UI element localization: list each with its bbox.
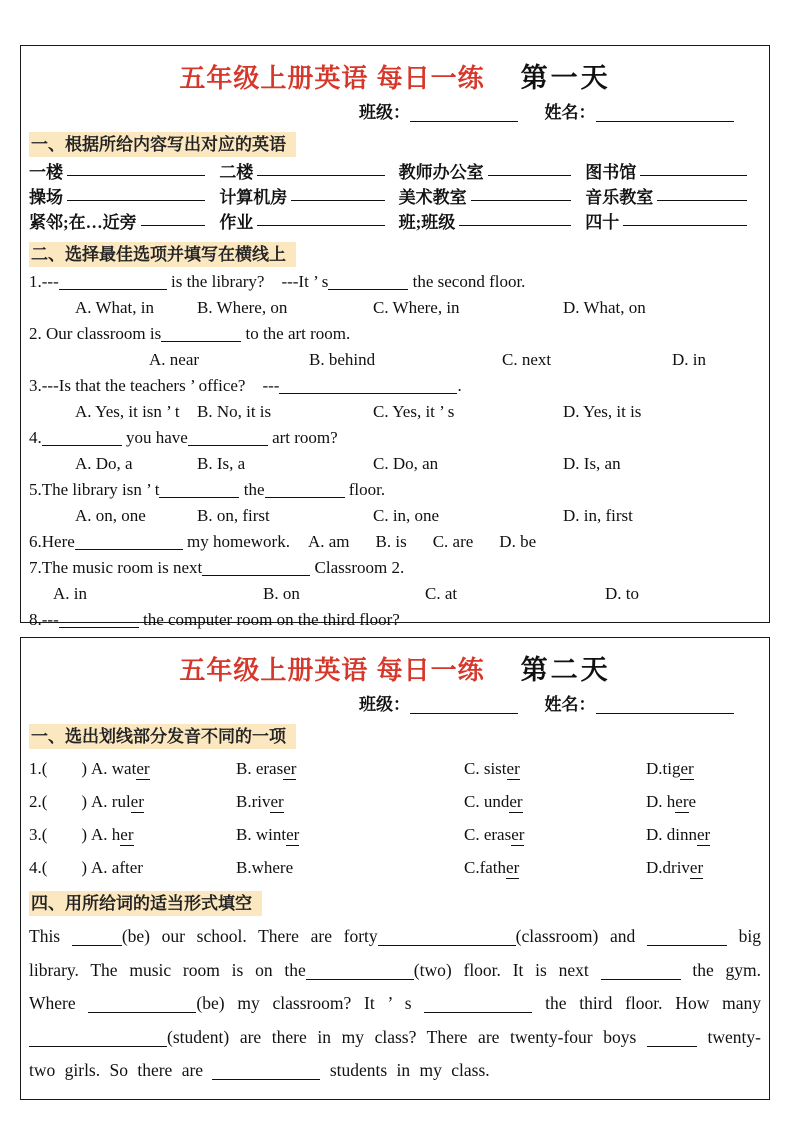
underlined-letters: er (511, 825, 525, 844)
underlined-letters: er (697, 825, 711, 844)
vocab-item (29, 185, 219, 210)
question-number: 4.( ) (29, 858, 88, 877)
underlined-letters: er (509, 792, 523, 811)
option-text: B. wint (236, 825, 287, 844)
fill-blank (88, 997, 196, 1013)
day1-section1-header: 一、根据所给内容写出对应的英语 (29, 132, 296, 157)
option-label: D. to (605, 584, 639, 603)
fill-blank (59, 613, 139, 628)
fill-blank (647, 1031, 697, 1047)
option-text: A. wat (91, 759, 137, 778)
underlined-letters: er (506, 759, 520, 778)
day2-section4-header: 四、用所给词的适当形式填空 (29, 891, 262, 916)
question-7-stem (29, 555, 761, 581)
text-segment: the second floor. (408, 272, 526, 291)
text-segment: (be) my classroom? It ’ s (196, 993, 425, 1013)
underlined-letters: er (120, 825, 134, 844)
text-segment: 3.---Is that the teachers ’ office? --- (29, 376, 280, 395)
option-label: D. in, first (563, 506, 633, 525)
text-segment: my homework. (182, 532, 290, 551)
text-segment: the third floor. How many (532, 993, 761, 1013)
text-segment: twenty-two girls. So there are (29, 1026, 761, 1080)
option-text: D.driv (646, 858, 690, 877)
phonics-option (646, 818, 710, 851)
fill-blank (72, 930, 122, 946)
fill-blank (601, 964, 681, 980)
option-text: A. rul (91, 792, 131, 811)
vocab-item (29, 210, 219, 235)
option-label: A. am (307, 532, 350, 551)
option-text: B. eras (236, 759, 284, 778)
vocab-label: 操场 (29, 188, 63, 207)
text-segment: the (239, 480, 265, 499)
text-segment: Classroom 2. (310, 558, 405, 577)
day2-phonics-rows (29, 752, 761, 884)
underlined-letters: er (506, 858, 520, 877)
vocab-blank (471, 186, 572, 201)
underlined-letters: er (270, 792, 284, 811)
option-label: A. Do, a (75, 454, 133, 473)
question-4-options (29, 451, 761, 477)
vocab-label: 四十 (585, 213, 620, 232)
option-label: C. Where, in (373, 298, 460, 317)
phonics-row-3 (29, 818, 761, 851)
text-segment: (be) our school. There are forty (121, 926, 378, 946)
fill-blank (29, 1031, 167, 1047)
day2-class-blank (410, 699, 518, 714)
day1-class-blank (410, 107, 518, 122)
text-segment: . (457, 376, 462, 395)
text-segment: This (29, 926, 72, 946)
phonics-option (91, 785, 236, 818)
question-6-stem-text (29, 532, 290, 551)
text-segment: big library. The music room is on the (29, 926, 761, 980)
text-segment: 4. (29, 428, 42, 447)
question-2-stem (29, 321, 761, 347)
option-text: e (688, 792, 697, 811)
option-label: B. Where, on (197, 298, 288, 317)
option-label: D. Yes, it is (563, 402, 642, 421)
fill-blank (202, 561, 310, 576)
day2-name-label: 姓名： (544, 695, 596, 714)
phonics-option (236, 851, 464, 884)
day2-title-main: 五年级上册英语 每日一练 (179, 655, 485, 685)
fill-blank (159, 483, 239, 498)
text-segment: (two) floor. It is next (413, 959, 601, 980)
option-label: A. on, one (75, 506, 146, 525)
vocab-blank (67, 161, 205, 176)
option-text: C. sist (464, 759, 507, 778)
day1-title-day: 第一天 (520, 63, 611, 93)
fill-blank (265, 483, 345, 498)
text-segment: 8.--- (29, 610, 59, 629)
vocab-blank (657, 186, 747, 201)
vocab-item (219, 185, 398, 210)
phonics-option (236, 752, 464, 785)
question-1-stem (29, 269, 761, 295)
vocab-label: 班;班级 (398, 213, 456, 232)
day1-worksheet-box (20, 45, 770, 629)
option-text: B.where (236, 858, 294, 877)
option-label: C. in, one (373, 506, 440, 525)
day2-cloze-paragraph (29, 920, 761, 1088)
vocab-blank (291, 186, 384, 201)
vocab-blank (623, 211, 747, 226)
phonics-option (646, 785, 696, 818)
day2-title-day: 第二天 (520, 655, 611, 685)
text-segment: art room? (267, 428, 338, 447)
vocab-item (585, 185, 761, 210)
question-6-stem (29, 529, 761, 555)
day2-name-blank (596, 699, 734, 714)
day1-section2-header: 二、选择最佳选项并填写在横线上 (29, 242, 296, 267)
option-label: C. Yes, it ’ s (373, 402, 455, 421)
option-label: A. in (53, 584, 87, 603)
text-segment: floor. (344, 480, 386, 499)
question-5-options (29, 503, 761, 529)
option-label: B. Is, a (197, 454, 246, 473)
day2-class-name-line (29, 693, 761, 717)
vocab-item (399, 160, 586, 185)
question-8-stem (29, 607, 761, 633)
vocab-item (219, 160, 398, 185)
option-text: C. eras (464, 825, 512, 844)
fill-blank (188, 431, 268, 446)
text-segment: 7.The music room is next (29, 558, 203, 577)
question-1-options (29, 295, 761, 321)
phonics-option (91, 851, 236, 884)
phonics-row-1 (29, 752, 761, 785)
option-label: B. on (263, 584, 300, 603)
option-text: A. h (91, 825, 121, 844)
option-label: A. What, in (75, 298, 155, 317)
option-label: C. next (502, 350, 552, 369)
phonics-option (646, 752, 694, 785)
option-label: B. on, first (197, 506, 270, 525)
phonics-row-2 (29, 785, 761, 818)
day2-title-row (29, 648, 761, 687)
option-label: B. behind (309, 350, 376, 369)
vocab-blank (257, 161, 384, 176)
vocab-blank (640, 161, 747, 176)
fill-blank (161, 327, 241, 342)
phonics-option (236, 785, 464, 818)
text-segment: is the library? ---It ’ s (166, 272, 329, 291)
underlined-letters: er (689, 858, 704, 877)
question-4-stem (29, 425, 761, 451)
fill-blank (328, 275, 408, 290)
option-label: C. at (425, 584, 458, 603)
phonics-option (464, 752, 646, 785)
phonics-option (464, 851, 646, 884)
vocab-label: 教师办公室 (398, 163, 484, 182)
option-label: A. Yes, it isn ’ t (75, 402, 180, 421)
fill-blank (378, 930, 516, 946)
day1-class-label: 班级： (359, 103, 410, 122)
vocab-label: 作业 (219, 213, 254, 232)
fill-blank (212, 1064, 320, 1080)
vocab-item (29, 160, 219, 185)
text-segment: 6.Here (29, 532, 75, 551)
text-segment: 1.--- (29, 272, 59, 291)
vocab-item (585, 210, 761, 235)
option-label: C. Do, an (373, 454, 439, 473)
phonics-option (236, 818, 464, 851)
vocab-label: 美术教室 (398, 188, 467, 207)
option-text: B.riv (236, 792, 271, 811)
fill-blank (42, 431, 122, 446)
underlined-letters: er (283, 759, 297, 778)
vocab-blank (141, 211, 206, 226)
fill-blank (75, 535, 183, 550)
day2-worksheet-box (20, 637, 770, 1100)
text-segment: 2. Our classroom is (29, 324, 162, 343)
day1-name-blank (596, 107, 734, 122)
vocab-blank (257, 211, 384, 226)
phonics-option (464, 818, 646, 851)
fill-blank (59, 275, 167, 290)
vocab-item (585, 160, 761, 185)
option-label: C. are (432, 532, 474, 551)
option-text: C. und (464, 792, 510, 811)
vocab-label: 计算机房 (219, 188, 288, 207)
text-segment: you have (121, 428, 188, 447)
text-segment: (classroom) and (515, 926, 647, 946)
question-5-stem (29, 477, 761, 503)
fill-blank (279, 379, 457, 394)
question-3-stem (29, 373, 761, 399)
phonics-option (91, 752, 236, 785)
vocab-blank (459, 211, 571, 226)
question-2-options (29, 347, 761, 373)
phonics-option (91, 818, 236, 851)
option-text: A. after (91, 858, 143, 877)
underlined-letters: er (680, 759, 694, 778)
day1-questions (29, 269, 761, 659)
question-number: 3.( ) (29, 825, 88, 844)
text-segment: 5.The library isn ’ t (29, 480, 160, 499)
option-label: D. What, on (563, 298, 646, 317)
vocab-item (399, 210, 586, 235)
text-segment: the computer room on the third floor? (138, 610, 400, 629)
day1-vocab-grid (29, 160, 761, 235)
option-label: D. Is, an (563, 454, 621, 473)
fill-blank (306, 964, 414, 980)
underlined-letters: er (286, 825, 300, 844)
vocab-label: 紧邻;在…近旁 (29, 213, 137, 232)
option-label: B. is (375, 532, 407, 551)
vocab-label: 一楼 (29, 163, 63, 182)
fill-blank (424, 997, 532, 1013)
option-text: C.fath (464, 858, 507, 877)
option-label: D. in (672, 350, 706, 369)
underlined-letters: er (675, 792, 689, 811)
vocab-label: 音乐教室 (585, 188, 654, 207)
question-number: 2.( ) (29, 792, 88, 811)
vocab-item (219, 210, 398, 235)
fill-blank (647, 930, 727, 946)
phonics-option (646, 851, 703, 884)
day1-class-name-line (29, 101, 761, 125)
day2-section1-header: 一、选出划线部分发音不同的一项 (29, 724, 296, 749)
day1-title-row (29, 56, 761, 95)
vocab-blank (67, 186, 205, 201)
option-label: B. No, it is (197, 402, 272, 421)
underlined-letters: er (130, 792, 144, 811)
option-text: D.tig (646, 759, 681, 778)
question-3-options (29, 399, 761, 425)
option-text: D. h (646, 792, 676, 811)
underlined-letters: er (136, 759, 150, 778)
text-segment: to the art room. (241, 324, 351, 343)
day2-class-label: 班级： (359, 695, 410, 714)
vocab-blank (488, 161, 572, 176)
question-6-options (308, 529, 562, 555)
option-text: D. dinn (646, 825, 697, 844)
day1-name-label: 姓名： (544, 103, 596, 122)
question-7-options (29, 581, 761, 607)
text-segment: students in my class. (320, 1060, 490, 1080)
day1-title-main: 五年级上册英语 每日一练 (179, 63, 485, 93)
vocab-item (399, 185, 586, 210)
vocab-label: 二楼 (219, 163, 254, 182)
phonics-row-4 (29, 851, 761, 884)
text-segment: the gym. Where (29, 959, 762, 1013)
question-number: 1.( ) (29, 759, 88, 778)
phonics-option (464, 785, 646, 818)
option-label: A. near (149, 350, 200, 369)
text-segment: (student) are there in my class? There are twenty-four boys (167, 1026, 647, 1047)
option-label: D. be (499, 532, 537, 551)
vocab-label: 图书馆 (585, 163, 637, 182)
